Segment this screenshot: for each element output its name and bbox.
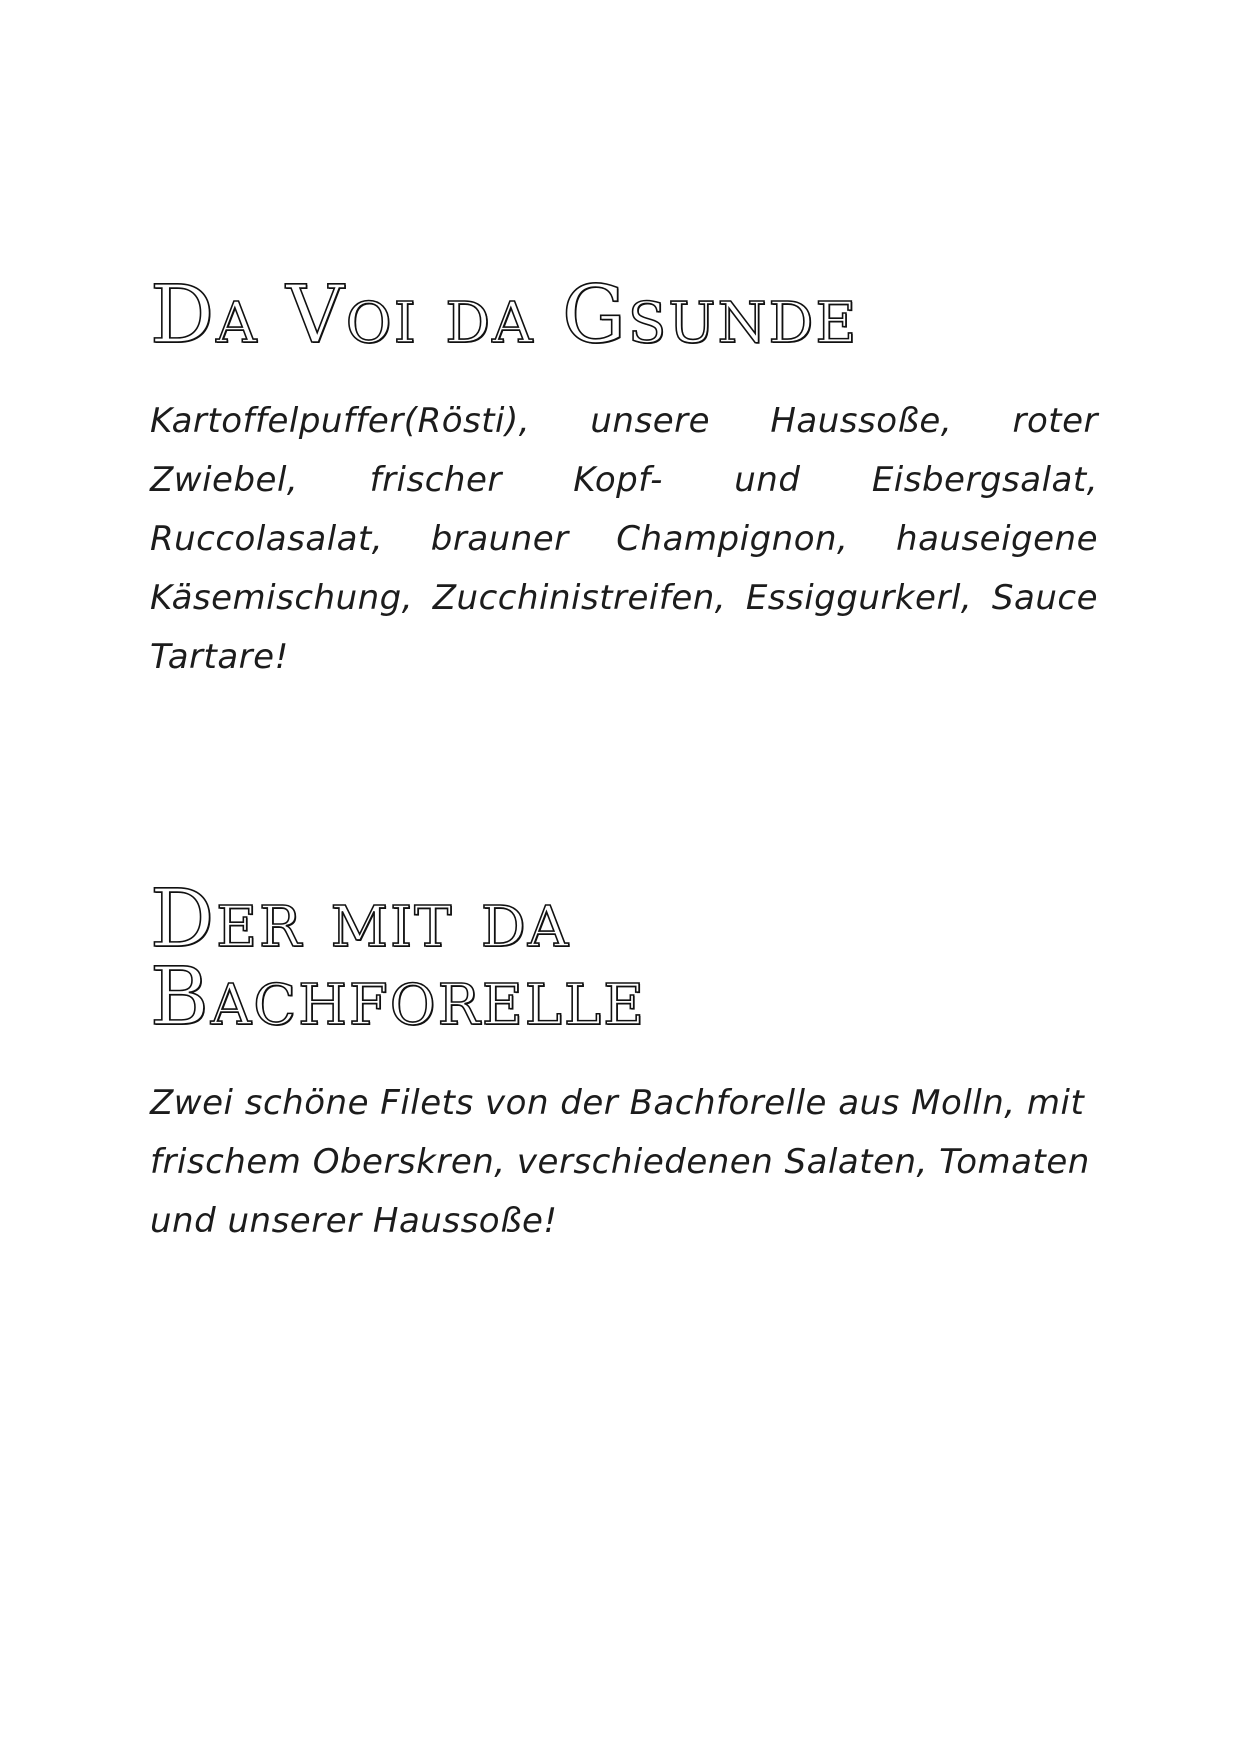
dish-description: Zwei schöne Filets von der Bachforelle aus Molln, mit frischem Oberskren, verschiedenen Salaten, Tomaten und unserer Haussoße! [150, 1083, 1090, 1241]
dish-title [150, 268, 1098, 361]
dish-description: Kartoffelpuffer(Rösti), unsere Haussoße, roter Zwiebel, frischer Kopf- und Eisbergsalat, Ruccolasalat, brauner Champignon, hauseigene Käsemischung, Zucchinistreifen, Essiggurkerl, Sauce Tartare! [150, 401, 1098, 677]
dish-title-line: Da Voi da Gsunde [150, 268, 859, 361]
menu-item-der-mit-da-bachforelle [150, 872, 1098, 1251]
dish-title [150, 872, 1098, 1043]
menu-item-da-voi-da-gsunde [150, 268, 1098, 687]
dish-title-line: Bachforelle [150, 950, 646, 1043]
dish-title-line: Der mit da [150, 872, 571, 965]
